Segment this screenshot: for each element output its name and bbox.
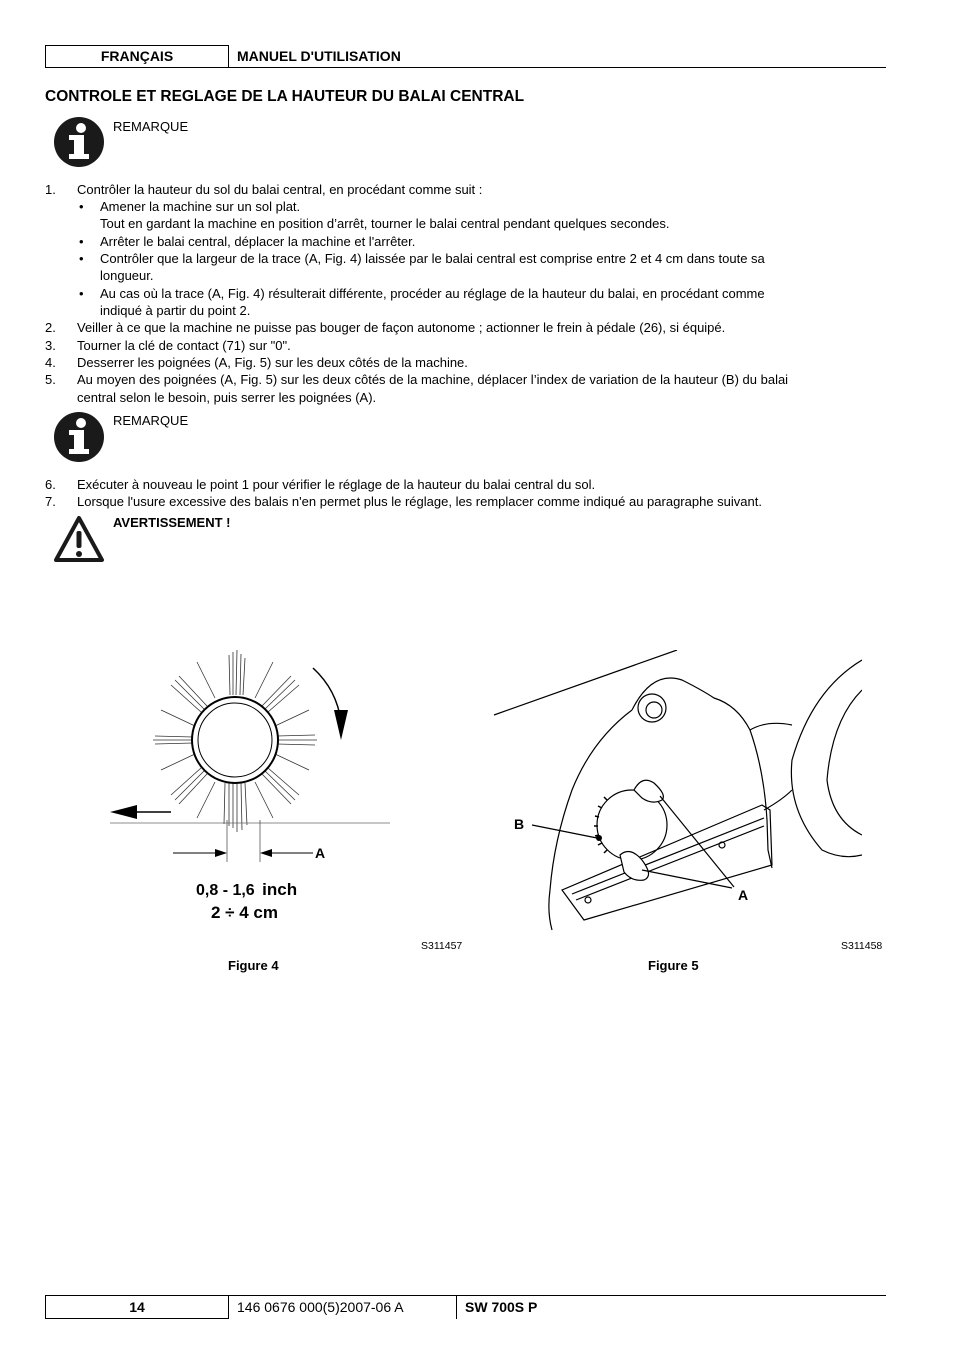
figure-5-illustration [492,650,862,940]
step-7-text: Lorsque l'usure excessive des balais n'en permet plus le réglage, les remplacer comme indiqué au paragraphe suivant. [77,494,762,509]
bullet-3-line1: Contrôler que la largeur de la trace (A, Fig. 4) laissée par le balai central est comprise entre 2 et 4 cm dans toute sa [100,251,765,266]
bullet-1-line2: Tout en gardant la machine en position d’arrêt, tourner le balai central pendant quelques secondes. [100,216,670,231]
figure-5-label-a: A [738,887,749,903]
bullet: • [79,199,84,214]
warning-triangle-icon [53,515,105,563]
step-5-line2: central selon le besoin, puis serrer les poignées (A). [77,390,377,405]
step-number: 2. [45,320,56,335]
figure-4-range-cm: 2 ÷ 4 cm [211,903,278,922]
step-number: 7. [45,494,56,509]
step-4-text: Desserrer les poignées (A, Fig. 5) sur les deux côtés de la machine. [77,355,468,370]
step-1-text: Contrôler la hauteur du sol du balai central, en procédant comme suit : [77,182,483,197]
figure-4-label-a: A [315,845,326,861]
footer-separator [456,1295,457,1319]
step-6-text: Exécuter à nouveau le point 1 pour vérifier le réglage de la hauteur du balai central du sol. [77,477,596,492]
figure-5-label-b: B [514,816,525,832]
step-3-text: Tourner la clé de contact (71) sur "0". [77,338,291,353]
bullet-4-line1: Au cas où la trace (A, Fig. 4) résulterait différente, procéder au réglage de la hauteur du balai, en procédant comme [100,286,765,301]
bullet: • [79,251,84,266]
figure-4-code: S311457 [421,940,463,952]
range-inch-unit: inch [262,880,298,899]
bullet-3-line2: longueur. [100,268,154,283]
step-number: 1. [45,182,56,197]
step-number: 3. [45,338,56,353]
bullet-2: Arrêter le balai central, déplacer la machine et l'arrêter. [100,234,416,249]
bullet-1-line1: Amener la machine sur un sol plat. [100,199,301,214]
bullet: • [79,286,84,301]
warning-label: AVERTISSEMENT ! [113,515,231,530]
range-inch-value: 0,8 - 1,6 [196,882,255,899]
header-language: FRANÇAIS [45,45,229,68]
page-header [45,45,886,67]
step-number: 5. [45,372,56,387]
info-icon [53,116,105,168]
header-title: MANUEL D'UTILISATION [237,48,401,64]
step-2-text: Veiller à ce que la machine ne puisse pas bouger de façon autonome ; actionner le frein à pédale (26), si équipé. [77,320,726,335]
note-label: REMARQUE [113,413,189,428]
figure-4-caption: Figure 4 [228,958,279,973]
doc-number: 146 0676 000(5)2007-06 A [237,1299,404,1315]
info-icon [53,411,105,463]
figure-4-range-inch [196,880,297,900]
step-number: 6. [45,477,56,492]
page-number: 14 [45,1295,229,1319]
step-5-line1: Au moyen des poignées (A, Fig. 5) sur les deux côtés de la machine, déplacer l’index de variation de la hauteur (B) du balai [77,372,789,387]
header-rule [228,67,886,68]
bullet-4-line2: indiqué à partir du point 2. [100,303,251,318]
figure-5-code: S311458 [841,940,883,952]
step-number: 4. [45,355,56,370]
section-title: CONTROLE ET REGLAGE DE LA HAUTEUR DU BALAI CENTRAL [45,88,525,105]
model-name: SW 700S P [465,1299,538,1315]
note-label: REMARQUE [113,119,189,134]
page-footer [45,1295,886,1319]
bullet: • [79,234,84,249]
figure-5-caption: Figure 5 [648,958,699,973]
